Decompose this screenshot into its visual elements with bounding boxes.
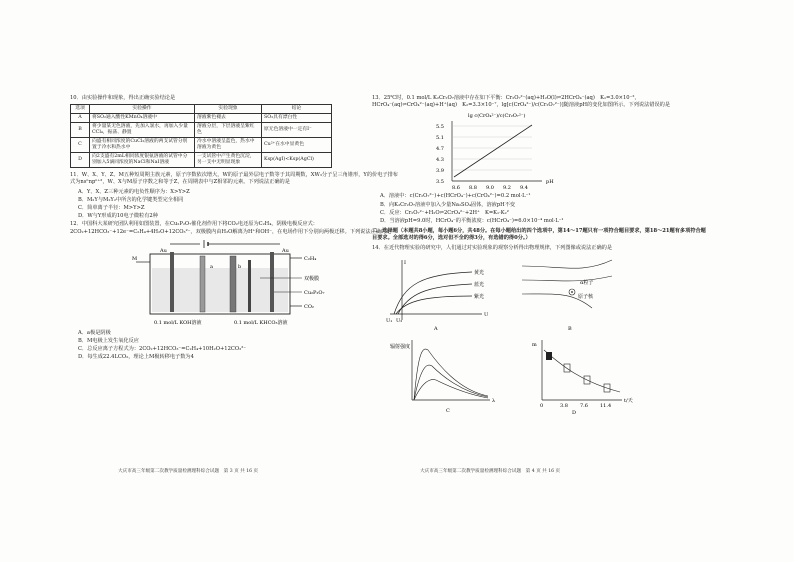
ytick: 5.5: [436, 124, 444, 131]
q11-stem: 11．W、X、Y、Z、M五种短周期主族元素，原子序数依次增大，W的原子最外层电子数等于其周期数，XW₃分子呈三角锥形，Y的价电子排布式为nsⁿnpⁿ⁺²，W、X与M原子序数之和等于Z，在周期表中与Z相邻的元素。下列说法正确的是: [70, 172, 398, 186]
fig-d-ylabel: m: [532, 341, 537, 348]
fig-a-photoelectric: [386, 260, 488, 332]
table-cell: 将SO₂通入酸性KMnO₄溶液中: [90, 114, 195, 123]
q13-ylabel: lg c(CrO₄²⁻)/c(Cr₂O₇²⁻): [468, 113, 526, 120]
table-cell: SO₂具有漂白性: [262, 114, 332, 123]
fig-c-blackbody: [390, 340, 496, 414]
q11-option-b: B．M₂Y与M₂Y₂中所含的化学键类型完全相同: [78, 196, 184, 203]
q12-option-b: B．M电极上发生氧化反应: [78, 338, 139, 345]
table-header-row: [71, 105, 332, 114]
q13-stem: 13．25℃时，0.1 mol/L K₂Cr₂O₇溶液中存在如下平衡：Cr₂O₇²⁻(aq)+H₂O(l)⇌2HCrO₄⁻(aq) K₁=3.0×10⁻²，HCrO₄⁻(aq)⇌CrO₄²⁻(aq)+H⁺(aq) K₂=3.3×10⁻⁷，lg[c(CrO₄²⁻)/c(Cr₂O₇²⁻)]随溶液pH的变化如图所示。下列说法错误的是: [372, 95, 671, 109]
table-header: 结论: [262, 105, 332, 114]
table-row: [71, 138, 332, 153]
a-label: a: [210, 263, 213, 270]
fig-a-curve-label: 蓝光: [474, 281, 485, 288]
fig-a-xlabel: U: [484, 311, 489, 318]
q13-xlabel: pH: [546, 179, 554, 186]
table-cell: Cu²⁺在水中显黄色: [262, 138, 332, 153]
table-cell: B: [71, 123, 90, 138]
fig-d-xtick: 0: [540, 402, 544, 409]
electrolysis-diagram: [130, 238, 330, 330]
bipolar-membrane-label: 双极膜: [304, 275, 320, 282]
fig-a-u1: U₁: [386, 317, 393, 324]
xtick: 8.8: [469, 185, 477, 192]
table-cell: A: [71, 114, 90, 123]
ytick: 3.9: [436, 168, 444, 175]
khco3-label: 0.1 mol/L KHCO₃溶液: [234, 319, 288, 326]
q11-option-c: C．简单离子半径：M>Y>Z: [78, 205, 145, 212]
ytick: 3.5: [436, 179, 444, 186]
table-header: 实验操作: [90, 105, 195, 114]
ytick: 5.1: [436, 135, 444, 142]
table-cell: D: [71, 153, 90, 168]
fig-a-label: A: [434, 325, 438, 332]
ytick: 4.3: [436, 157, 444, 164]
table-cell: 原无色溶液中一定有I⁻: [262, 123, 332, 138]
co2-label: CO₂: [304, 303, 314, 310]
q12-stem: 12．中国科大某研究团队利用如图装置，在Cu₂P₂O₇催化剂作用下将CO₂电还原为C₂H₄，阴极电极反应式：2CO₂+12HCO₃⁻+12e⁻=C₂H₄+4H₂O+12CO₃²⁻，双极膜内由H₂O解离为H⁺和OH⁻，在电场作用下分别向两极迁移。下列说法正确的是: [70, 221, 392, 235]
table-cell: Ksp(AgI)<Ksp(AgCl): [262, 153, 332, 168]
fig-a-curve-label: 黄光: [474, 269, 485, 276]
table-row: [71, 114, 332, 123]
fig-a-ylabel: I: [404, 259, 406, 266]
q10-stem: 10．由实验操作和现象，得出正确实验结论是: [70, 95, 176, 101]
right-footer: 大庆市高三年级第二次教学质量检测理科综合试题 第 4 页 共 16 页: [420, 469, 561, 474]
left-footer: 大庆市高三年级第二次教学质量检测理科综合试题 第 3 页 共 16 页: [118, 469, 259, 474]
fig-c-ylabel: 辐射强度: [390, 343, 411, 350]
table-cell: C: [71, 138, 90, 153]
au-right-label: Au: [282, 247, 289, 254]
fig-d-xtick: 7.6: [580, 402, 588, 409]
fig-b-label: B: [568, 325, 572, 332]
table-cell: 冷水中溶液呈蓝色，热水中溶液为黄色: [195, 138, 262, 153]
q11-option-d: D．W与Y形成的10电子微粒有2种: [78, 213, 158, 220]
fig-d-label: D: [572, 409, 577, 414]
fig-c-label: C: [446, 407, 450, 414]
q13-graph: [422, 111, 572, 193]
fig-d-decay: [532, 340, 633, 414]
fig-a-u2: U₂: [396, 317, 403, 324]
catalyst-label: Cu₂P₂O₇: [304, 289, 325, 296]
fig-b-nucleus: 原子核: [578, 293, 594, 300]
fig-d-xtick: 3.8: [560, 402, 568, 409]
table-header: 选项: [71, 105, 90, 114]
m-electrode-label: M: [132, 255, 138, 262]
section-two-heading: 二、选择题（本题共8小题，每小题6分，共48分。在每小题给出的四个选项中，第14～17题只有一项符合题目要求，第18～21题有多项符合题目要求。全部选对的得6分，选对但不全的得3分，有选错的得0分。）: [372, 228, 706, 242]
q12-option-a: A．a极是阴极: [78, 329, 111, 336]
xtick: 9.0: [486, 185, 494, 192]
q13-line: [454, 125, 532, 177]
fig-a-curve-label: 紫光: [474, 293, 485, 300]
koh-label: 0.1 mol/L KOH溶液: [154, 319, 202, 326]
xtick: 9.2: [503, 185, 511, 192]
q10-table: [70, 104, 332, 168]
fig-b-alpha-scattering: [522, 260, 612, 332]
table-header: 实验现象: [195, 105, 262, 114]
q13-option-c: C．反应：Cr₂O₇²⁻+H₂O⇌2CrO₄²⁻+2H⁺ K=K₁·K₂²: [380, 209, 509, 216]
c2h4-label: C₂H₄: [304, 255, 317, 262]
right-page: [372, 95, 710, 414]
fig-c-xlabel: λ: [492, 397, 496, 404]
table-cell: 向盛有相同浓度的CuCl₂溶液的两支试管分别置于冷水和热水中: [90, 138, 195, 153]
table-cell: 将少量某无色溶液，先加入氯水，再加入少量CCl₄，振荡、静置: [90, 123, 195, 138]
table-cell: 向2支盛有2mL相同浓度银氨溶液的试管中分别加入5滴同浓度的NaCl和NaI溶液: [90, 153, 195, 168]
q14-figures: [372, 254, 702, 414]
xtick: 8.6: [452, 185, 460, 192]
b-label: b: [238, 263, 242, 270]
table-row: [71, 153, 332, 168]
q12-option-d: D．每生成22.4LCO₂，理论上M极转移电子数为4: [78, 354, 194, 361]
fig-d-xlabel: t/天: [624, 397, 633, 404]
fig-b-alpha: α粒子: [580, 279, 594, 286]
table-cell: 一支试管中产生黄色沉淀，另一支中无明显现象: [195, 153, 262, 168]
q11-option-a: A．Y、X、Z三种元素的电负性顺序为：X>Y>Z: [78, 188, 190, 195]
table-cell: 溶液紫色褪去: [195, 114, 262, 123]
au-left-label: Au: [160, 247, 167, 254]
xtick: 9.4: [520, 185, 528, 192]
q13-option-a: A．溶液中：c(Cr₂O₇²⁻)+c(HCrO₄⁻)+c(CrO₄²⁻)=0.2 mol·L⁻¹: [380, 193, 531, 200]
q12-option-c: C．总反应离子方程式为：2CO₂+12HCO₃⁻=C₂H₄+10H₂O+12CO₃²⁻: [78, 346, 247, 353]
fig-d-xtick: 11.4: [600, 402, 612, 409]
q14-stem: 14．在近代物理实验的研究中，人们通过对实验现象的观察分析得出物理规律，下列图像或说法正确的是: [372, 244, 613, 251]
ytick: 4.7: [436, 146, 444, 153]
q13-option-d: D．当溶液pH=9.0时，HCrO₄⁻的平衡浓度：c(HCrO₄⁻)=6.0×10⁻⁴ mol·L⁻¹: [380, 218, 564, 225]
q13-option-b: B．向K₂Cr₂O₇溶液中加入少量Na₂SO₄固体，溶液pH不变: [380, 201, 516, 208]
table-cell: 溶液分层，下层溶液呈紫红色: [195, 123, 262, 138]
table-row: [71, 123, 332, 138]
